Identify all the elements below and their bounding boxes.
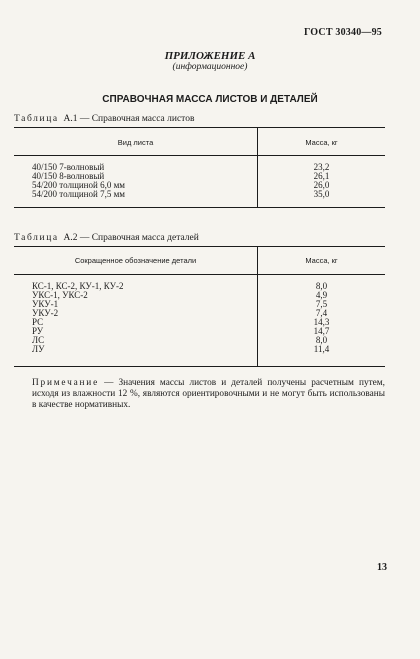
table2-caption-text: А.2 — Справочная масса деталей	[63, 233, 199, 243]
appendix-title: ПРИЛОЖЕНИЕ А	[164, 50, 256, 62]
row-mass: 4,9	[315, 290, 328, 300]
row-mass: 14,3	[313, 317, 330, 327]
table-row	[14, 291, 385, 300]
row-name: УКУ-2	[32, 308, 59, 318]
table-row	[14, 336, 385, 345]
table2-body	[14, 275, 385, 354]
row-mass: 14,7	[313, 326, 330, 336]
table2-caption-word: Таблица	[14, 233, 59, 243]
page-number: 13	[377, 562, 387, 573]
row-name: 54/200 толщиной 6,0 мм	[32, 180, 125, 190]
row-name: КС-1, КС-2, КУ-1, КУ-2	[32, 281, 124, 291]
row-mass: 8,0	[315, 281, 328, 291]
row-mass: 7,4	[315, 308, 328, 318]
row-name: УКС-1, УКС-2	[32, 290, 88, 300]
row-name: ЛУ	[32, 344, 45, 354]
row-name: 54/200 толщиной 7,5 мм	[32, 189, 125, 199]
table-row	[14, 327, 385, 336]
row-name: УКУ-1	[32, 299, 59, 309]
table-row	[14, 318, 385, 327]
table1-body	[14, 156, 385, 199]
table1	[14, 127, 385, 208]
table2-caption	[14, 233, 199, 243]
row-mass: 11,4	[313, 344, 330, 354]
table1-header	[14, 128, 385, 156]
row-name: РУ	[32, 326, 44, 336]
note-text: — Значения массы листов и деталей получены расчетным путем, исходя из влажности 12 %, являются ориентировочными и не могут быть использованы в качестве нормативных.	[32, 378, 385, 410]
row-mass: 26,1	[313, 171, 330, 181]
table-row	[14, 345, 385, 354]
row-name: РС	[32, 317, 44, 327]
note-label: Примечание	[32, 378, 99, 388]
note-paragraph	[32, 378, 385, 411]
appendix-subtitle: (информационное)	[172, 62, 248, 72]
row-name: 40/150 7-волновый	[32, 162, 105, 172]
table2-header-name: Сокращенное обозначение детали	[74, 256, 197, 265]
table-row	[14, 190, 385, 199]
table2-header	[14, 247, 385, 275]
row-mass: 35,0	[313, 189, 330, 199]
row-mass: 8,0	[315, 335, 328, 345]
table-row	[14, 300, 385, 309]
table1-header-name: Вид листа	[117, 138, 154, 147]
table2	[14, 246, 385, 367]
row-mass: 7,5	[315, 299, 328, 309]
row-mass: 23,2	[313, 162, 330, 172]
table-row	[14, 309, 385, 318]
row-name: 40/150 8-волновый	[32, 171, 105, 181]
row-name: ЛС	[32, 335, 45, 345]
table1-caption-word: Таблица	[14, 114, 59, 124]
main-heading: СПРАВОЧНАЯ МАССА ЛИСТОВ И ДЕТАЛЕЙ	[102, 94, 318, 105]
standard-code: ГОСТ 30340—95	[303, 27, 382, 38]
table1-header-mass: Масса, кг	[305, 138, 338, 147]
table1-caption	[14, 114, 194, 124]
table2-header-mass: Масса, кг	[305, 256, 338, 265]
table1-caption-text: А.1 — Справочная масса листов	[63, 114, 195, 124]
row-mass: 26,0	[313, 180, 330, 190]
